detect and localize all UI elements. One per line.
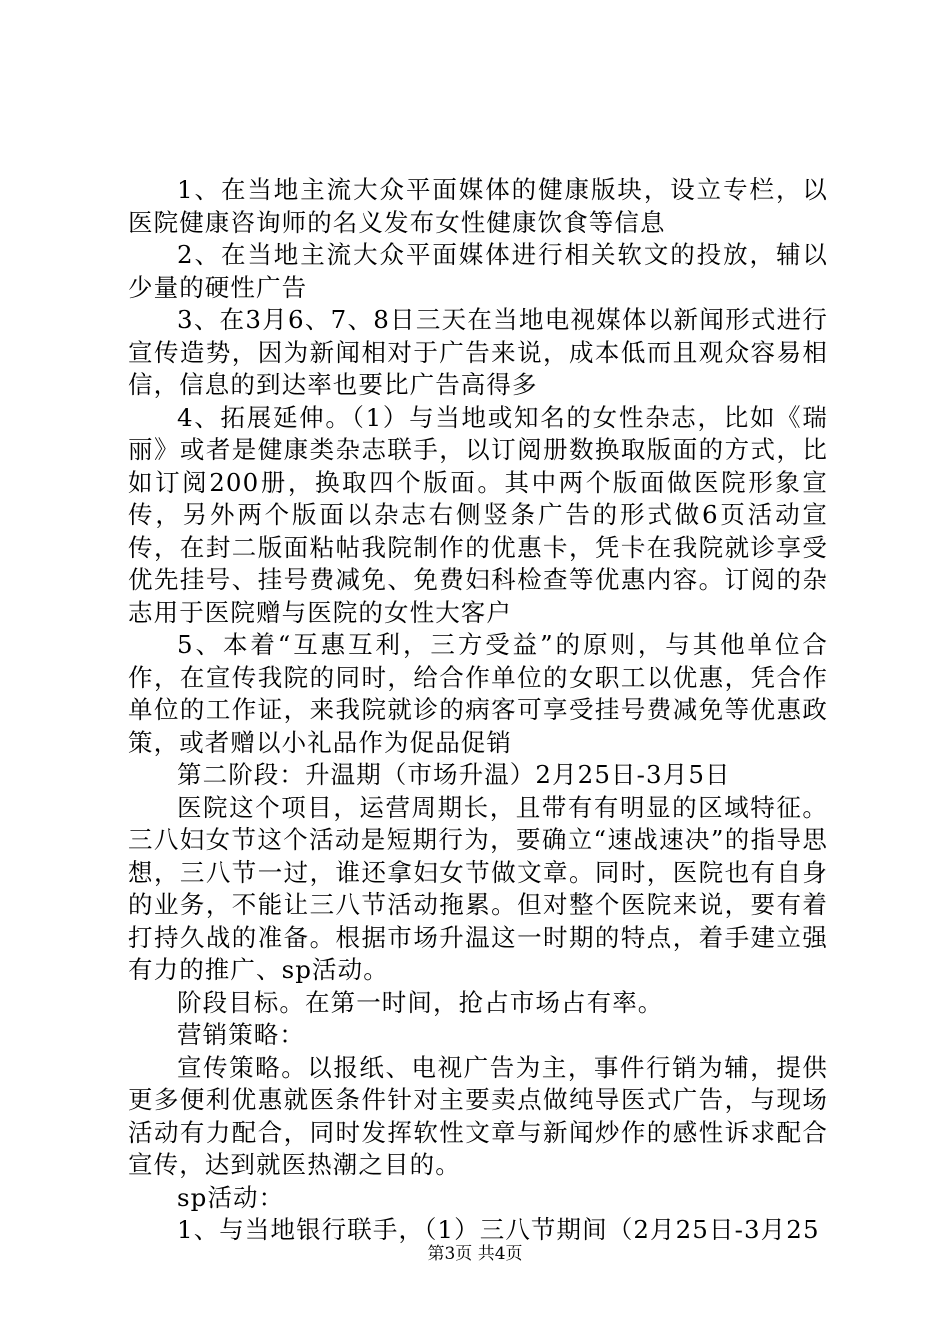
- document-body: [128, 174, 828, 1247]
- paragraph-tv-news: 3、在3月6、7、8日三天在当地电视媒体以新闻形式进行宣传造势，因为新闻相对于广告来说，成本低而且观众容易相信，信息的到达率也要比广告高得多: [128, 305, 828, 399]
- paragraph-soft-articles: 2、在当地主流大众平面媒体进行相关软文的投放，辅以少量的硬性广告: [128, 240, 828, 302]
- page-footer: 第3页 共4页: [427, 1244, 523, 1264]
- paragraph-marketing-strategy: 营销策略：: [177, 1020, 305, 1049]
- paragraph-stage-goal: 阶段目标。在第一时间，抢占市场占有率。: [177, 987, 664, 1017]
- paragraph-publicity-strategy: 宣传策略。以报纸、电视广告为主，事件行销为辅，提供更多便利优惠就医条件针对主要卖点做纯导医式广告，与现场活动有力配合，同时发挥软性文章与新闻炒作的感性诉求配合宣传，达到就医热潮之目的。: [128, 1052, 828, 1179]
- paragraph-media-column: 1、在当地主流大众平面媒体的健康版块，设立专栏，以医院健康咨询师的名义发布女性健康饮食等信息: [128, 175, 828, 237]
- paragraph-bank-partnership: 1、与当地银行联手，（1）三八节期间（2月25日-3月25: [177, 1215, 820, 1244]
- paragraph-project-overview: 医院这个项目，运营周期长，且带有有明显的区域特征。三八妇女节这个活动是短期行为，要确立“速战速决”的指导思想，三八节一过，谁还拿妇女节做文章。同时，医院也有自身的业务，不能让三八节活动拖累。但对整个医院来说，要有着打持久战的准备。根据市场升温这一时期的特点，着手建立强有力的推广、sp活动。: [128, 792, 828, 984]
- paragraph-sp-activity: sp活动：: [177, 1182, 285, 1212]
- paragraph-stage-two-heading: 第二阶段：升温期（市场升温）2月25日-3月5日: [177, 760, 731, 789]
- paragraph-magazine-extension: 4、拓展延伸。（1）与当地或知名的女性杂志，比如《瑞丽》或者是健康类杂志联手，以订阅册数换取版面的方式，比如订阅200册，换取四个版面。其中两个版面做医院形象宣传，另外两个版面以杂志右侧竖条广告的形式做6页活动宣传，在封二版面粘帖我院制作的优惠卡，凭卡在我院就诊享受优先挂号、挂号费减免、免费妇科检查等优惠内容。订阅的杂志用于医院赠与医院的女性大客户: [128, 402, 828, 627]
- paragraph-partner-units: 5、本着“互惠互利，三方受益”的原则，与其他单位合作，在宣传我院的同时，给合作单位的女职工以优惠，凭合作单位的工作证，来我院就诊的病客可享受挂号费减免等优惠政策，或者赠以小礼品作为促品促销: [128, 630, 828, 757]
